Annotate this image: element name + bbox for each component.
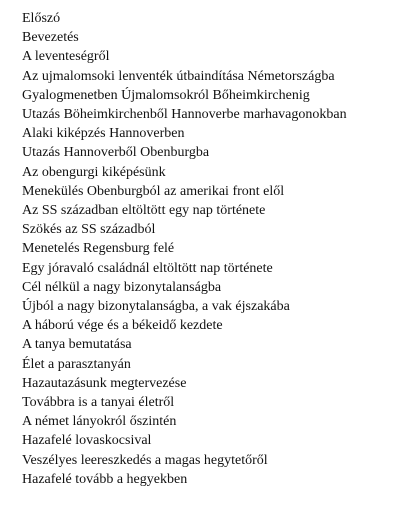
toc-entry: Menetelés Regensburg felé — [22, 241, 175, 257]
table-of-contents — [22, 9, 347, 489]
toc-entry: Alaki kiképzés Hannoverben — [22, 126, 185, 142]
toc-entry: Előszó — [22, 11, 61, 26]
toc-entry: Hazafelé tovább a hegyekben — [22, 471, 188, 487]
toc-entry: Veszélyes leereszkedés a magas hegytetőről — [22, 452, 268, 468]
toc-entry: Az SS században eltöltött egy nap története — [22, 203, 266, 219]
toc-entry: Cél nélkül a nagy bizonytalanságba — [22, 279, 222, 295]
toc-entry: Utazás Böheimkirchenből Hannoverbe marhavagonokban — [22, 107, 347, 123]
toc-entry: Az ujmalomsoki lenventék útbaindítása Németországba — [22, 68, 335, 84]
toc-entry: Szökés az SS századból — [22, 222, 156, 238]
toc-entry: Újból a nagy bizonytalanságba, a vak éjszakába — [22, 299, 290, 315]
toc-entry: Utazás Hannoverből Obenburgba — [22, 145, 210, 161]
toc-entry: Hazautazásunk megtervezése — [22, 375, 187, 391]
toc-entry: Bevezetés — [22, 30, 79, 46]
toc-entry: Hazafelé lovaskocsival — [22, 433, 152, 449]
toc-entry: Továbbra is a tanyai életről — [22, 395, 175, 411]
toc-entry: A német lányokról őszintén — [22, 414, 177, 430]
toc-entry: Gyalogmenetben Újmalomsokról Bőheimkirchenig — [22, 87, 310, 103]
toc-entry: Élet a parasztanyán — [22, 356, 131, 372]
toc-entry: A tanya bemutatása — [22, 337, 132, 353]
toc-entry: Az obengurgi kiképésünk — [22, 164, 166, 180]
toc-entry: A leventeségről — [22, 49, 110, 65]
toc-entry: Egy jóravaló családnál eltöltött nap története — [22, 260, 273, 276]
toc-entry: Menekülés Obenburgból az amerikai front elől — [22, 183, 285, 199]
toc-entry: A háború vége és a békeidő kezdete — [22, 318, 223, 334]
